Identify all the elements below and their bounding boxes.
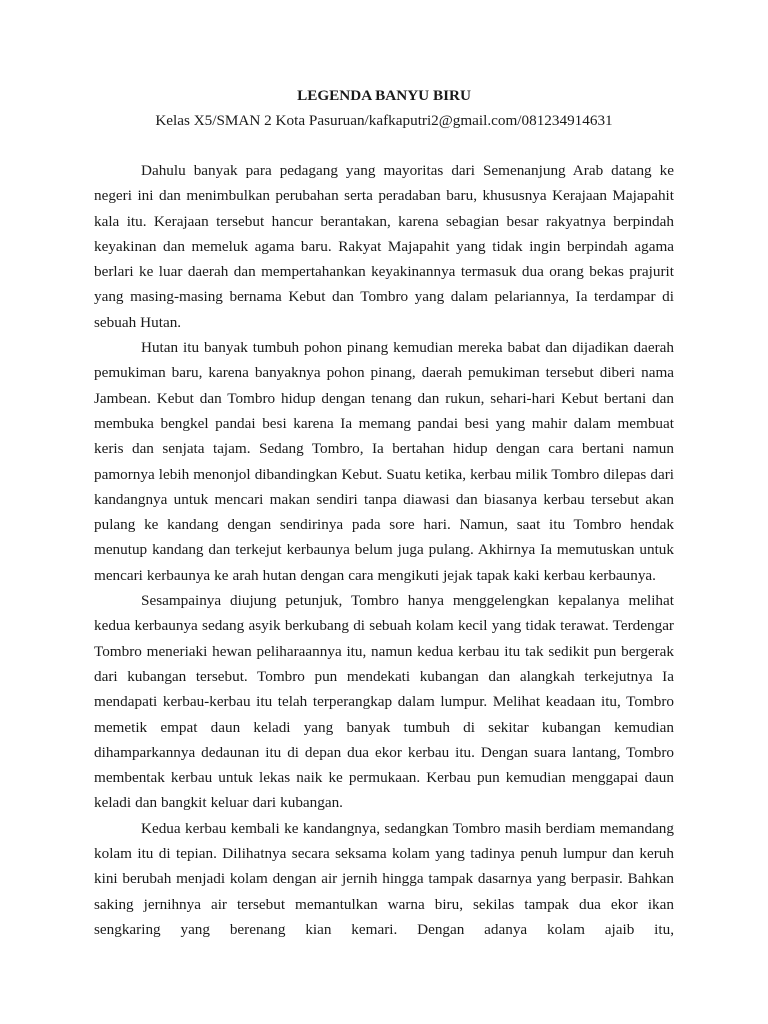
paragraph-4: Kedua kerbau kembali ke kandangnya, sedangkan Tombro masih berdiam memandang kolam itu di tepian. Dilihatnya secara seksama kolam yang tadinya penuh lumpur dan keruh kini berubah menjadi kolam dengan air jernih hingga tampak dasarnya yang berpasir. Bahkan saking jernihnya air tersebut memantulkan warna biru, sekilas tampak dua ekor ikan sengkaring yang berenang kian kemari. Dengan adanya kolam ajaib itu, (94, 819, 674, 938)
document-subtitle: Kelas X5/SMAN 2 Kota Pasuruan/kafkaputri2@gmail.com/081234914631 (155, 112, 613, 129)
document-title: LEGENDA BANYU BIRU (297, 87, 471, 104)
paragraph-1: Dahulu banyak para pedagang yang mayoritas dari Semenanjung Arab datang ke negeri ini dan menimbulkan perubahan serta peradaban baru, khususnya Kerajaan Majapahit kala itu. Kerajaan tersebut hancur berantakan, karena sebagian besar rakyatnya berpindah keyakinan dan memeluk agama baru. Rakyat Majapahit yang tidak ingin berpindah agama berlari ke luar daerah dan mempertahankan keyakinannya termasuk dua orang bekas prajurit yang masing-masing bernama Kebut dan Tombro yang dalam pelariannya, Ia terdampar di sebuah Hutan. (94, 162, 674, 331)
document-body (94, 158, 674, 942)
paragraph-3: Sesampainya diujung petunjuk, Tombro hanya menggelengkan kepalanya melihat kedua kerbaunya sedang asyik berkubang di sebuah kolam kecil yang tidak terawat. Terdengar Tombro meneriaki hewan peliharaannya itu, namun kedua kerbau itu tak sedikit pun bergerak dari kubangan tersebut. Tombro pun mendekati kubangan dan alangkah terkejutnya Ia mendapati kerbau-kerbau itu telah terperangkap dalam lumpur. Melihat keadaan itu, Tombro memetik empat daun keladi yang banyak tumbuh di sekitar kubangan kemudian dihamparkannya dedaunan itu di depan dua ekor kerbau itu. Dengan suara lantang, Tombro membentak kerbau untuk lekas naik ke permukaan. Kerbau pun kemudian menggapai daun keladi dan bangkit keluar dari kubangan. (94, 592, 674, 812)
paragraph-2: Hutan itu banyak tumbuh pohon pinang kemudian mereka babat dan dijadikan daerah pemukiman baru, karena banyaknya pohon pinang, daerah pemukiman tersebut diberi nama Jambean. Kebut dan Tombro hidup dengan tenang dan rukun, sehari-hari Kebut bertani dan membuka bengkel pandai besi karena Ia memang pandai besi yang mahir dalam membuat keris dan senjata tajam. Sedang Tombro, Ia bertahan hidup dengan cara bertani namun pamornya lebih menonjol dibandingkan Kebut. Suatu ketika, kerbau milik Tombro dilepas dari kandangnya untuk mencari makan sendiri tanpa diawasi dan biasanya kerbau tersebut akan pulang ke kandang dengan sendirinya pada sore hari. Namun, saat itu Tombro hendak menutup kandang dan terkejut kerbaunya belum juga pulang. Akhirnya Ia memutuskan untuk mencari kerbaunya ke arah hutan dengan cara mengikuti jejak tapak kaki kerbau kerbaunya. (94, 339, 674, 584)
